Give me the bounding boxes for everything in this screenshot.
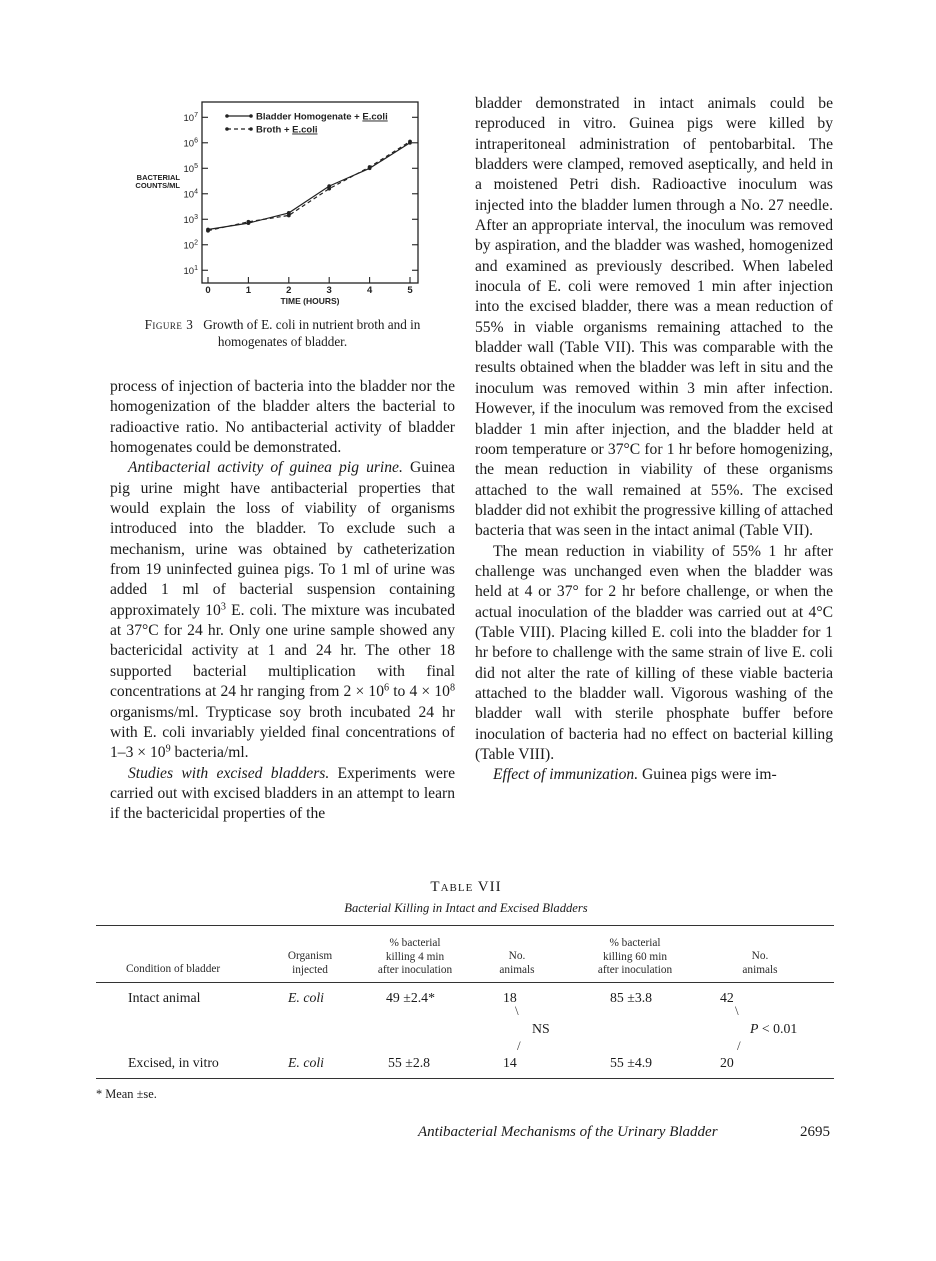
series-2-point-0 xyxy=(206,229,210,233)
y-tick-label-7: $10^7$ xyxy=(183,111,198,124)
header-animals-2: No. animals xyxy=(742,950,778,976)
comparison-1-slash-bottom: / xyxy=(517,1038,521,1053)
header-killing-4min: % bacterial killing 4 min after inoculation xyxy=(377,937,453,976)
y-axis-label-line2: COUNTS/ML xyxy=(135,181,180,190)
x-tick-label-5: 5 xyxy=(407,285,413,296)
series-2-point-4 xyxy=(368,165,372,169)
table-row-2-condition: Excised, in vitro xyxy=(128,1055,219,1070)
figure-caption xyxy=(110,316,455,350)
table-bottom-rule xyxy=(96,1078,834,1079)
series-line-1 xyxy=(208,143,410,230)
growth-figure xyxy=(120,96,440,311)
y-tick-label-6: $10^6$ xyxy=(183,137,198,150)
legend-marker-dashed-b xyxy=(249,127,253,131)
page-number: 2695 xyxy=(800,1124,830,1140)
series-layer xyxy=(206,140,412,233)
legend-marker-solid-a xyxy=(225,114,229,118)
x-axis-label: TIME (HOURS) xyxy=(280,296,340,306)
table-label: Table VII xyxy=(430,879,502,895)
right-paragraph-3: Effect of immunization. Guinea pigs were im- xyxy=(493,766,777,784)
comparison-1-slash-top: \ xyxy=(515,1003,519,1018)
x-tick-label-4: 4 xyxy=(366,285,373,296)
series-line-2 xyxy=(208,142,410,231)
y-tick-label-1: $10^1$ xyxy=(183,264,198,277)
left-paragraph-urine: Antibacterial activity of guinea pig urine. Guinea pig urine might have antibacterial properties that would explain the loss of viability of organisms introduced into the bladder. To exclude such a mechanism, urine was obtained by catheterization from 19 uninfected guinea pigs. To 1 ml of urine was added 1 ml of bacterial suspension containing approximately $10^3$ E. coli. The mixture was incubated at 37°C for 24 hr. Only one urine sample showed any bactericidal activity at 1 and 24 hr. The other 18 supported bacterial multiplication with final concentrations at 24 hr ranging from $2 \times 10^6$ to $4 \times 10^8$ organisms/ml. Trypticase soy broth incubated 24 hr with E. coli invariably yielded final concentrations of $1-3 \times 10^9$ bacteria/ml. xyxy=(110,459,455,762)
right-paragraph-1: bladder demonstrated in intact animals could be reproduced in vitro. Guinea pigs were killed by intraperitoneal administration of pentobarbital. The bladders were clamped, removed aseptically, and held in a moistened Petri dish. Radioactive inoculum was injected into the bladder lumen through a No. 27 needle. After an appropriate interval, the inoculum was removed by aspiration, and the bladder was washed, homogenized and examined as previously described. When labeled inocula of E. coli were removed 1 min after injection into the excised bladder, there was a mean reduction of 55% in viable organisms remaining attached to the bladder wall (Table VII). This was comparable with the results obtained when the bladder was left in situ and the inoculum was removed within 3 min after infection. However, if the inoculum was removed from the excised bladder 1 min after injection, and the bladder held at room temperature or 37°C for 1 hr before homogenizing, the mean reduction in viability of these organisms attached to the wall remained at 55%. The excised bladder did not exhibit the progressive killing of attached bacteria that was seen in the intact animal (Table VII). xyxy=(475,95,833,540)
table-subtitle: Bacterial Killing in Intact and Excised Bladders xyxy=(344,901,588,915)
header-condition: Condition of bladder xyxy=(126,963,221,975)
legend-marker-solid-b xyxy=(249,114,253,118)
series-2-point-2 xyxy=(287,214,291,218)
left-paragraph-1: process of injection of bacteria into the bladder nor the homogenization of the bladder alters the bacterial to radioactive ratio. No antibacterial activity of bladder homogenates could be demonstrated. xyxy=(110,378,455,457)
y-axis-label-line1: BACTERIAL xyxy=(136,173,180,182)
legend-label-2: Broth + E.coli xyxy=(256,124,318,136)
table-footnote: * Mean ±se. xyxy=(96,1087,157,1101)
comparison-2-slash-bottom: / xyxy=(737,1038,741,1053)
table-row-1-animals-2: 42 xyxy=(720,990,734,1005)
table-row-1-animals-1: 18 xyxy=(503,990,517,1005)
header-killing-60min: % bacterial killing 60 min after inoculation xyxy=(597,937,673,976)
y-tick-label-3: $10^3$ xyxy=(183,213,198,226)
header-animals-1: No. animals xyxy=(499,950,535,976)
legend-marker-dashed-a xyxy=(225,127,229,131)
table-header-rule xyxy=(96,982,834,983)
right-paragraph-2: The mean reduction in viability of 55% 1 hr after challenge was unchanged even when the bladder was held at 4 or 37° for 2 hr before challenge, or when the actual inoculation of the bladder was carried out at 4°C (Table VIII). Placing killed E. coli into the bladder for 1 hr before to challenge with the same strain of live E. coli did not alter the rate of killing of these viable bacteria attached to the bladder wall. Vigorous washing of the bladder wall with sterile phosphate buffer before inoculation of bacteria had no effect on bacterial killing (Table VIII). xyxy=(475,542,833,763)
immunization-heading: Effect of immunization. xyxy=(493,766,639,784)
series-2-point-1 xyxy=(247,220,251,224)
y-tick-label-5: $10^5$ xyxy=(183,162,198,175)
comparison-1-result: NS xyxy=(532,1021,550,1036)
table-row-1-killing-60min: 85 ±3.8 xyxy=(610,990,653,1005)
x-axis-ticks xyxy=(205,277,413,296)
series-2-point-5 xyxy=(408,140,412,144)
table-row-1-killing-4min: 49 ±2.4* xyxy=(386,990,435,1005)
y-axis-ticks xyxy=(184,112,418,277)
table-row-2-animals-1: 14 xyxy=(503,1055,517,1070)
legend-label-1: Bladder Homogenate + E.coli xyxy=(256,111,388,123)
series-2-point-3 xyxy=(327,187,331,191)
figure-caption-label: Figure 3 xyxy=(144,317,194,332)
table-row-1-condition: Intact animal xyxy=(128,990,201,1005)
left-column xyxy=(110,377,455,825)
running-title: Antibacterial Mechanisms of the Urinary Bladder xyxy=(418,1124,718,1140)
urine-heading: Antibacterial activity of guinea pig urine. xyxy=(128,459,403,477)
y-tick-label-2: $10^2$ xyxy=(183,239,198,252)
excised-heading: Studies with excised bladders. xyxy=(128,764,330,782)
table-top-rule xyxy=(96,925,834,926)
table-row-2-killing-4min: 55 ±2.8 xyxy=(388,1055,431,1070)
growth-chart xyxy=(120,96,440,311)
x-tick-label-0: 0 xyxy=(205,285,211,296)
comparison-2-result: P < 0.01 xyxy=(750,1021,798,1036)
x-tick-label-3: 3 xyxy=(326,285,332,296)
chart-legend xyxy=(225,112,388,136)
y-tick-label-4: $10^4$ xyxy=(183,188,198,201)
table-row-1-organism: E. coli xyxy=(288,990,325,1005)
table-row-2-killing-60min: 55 ±4.9 xyxy=(610,1055,653,1070)
x-tick-label-1: 1 xyxy=(245,285,252,296)
comparison-2-slash-top: \ xyxy=(735,1003,739,1018)
figure-caption-text: Growth of E. coli in nutrient broth and in homogenates of bladder. xyxy=(203,317,421,349)
table-row-2-animals-2: 20 xyxy=(720,1055,734,1070)
table-row-2-organism: E. coli xyxy=(288,1055,325,1070)
left-paragraph-excised: Studies with excised bladders. Experiments were carried out with excised bladders in an attempt to learn if the bactericidal properties of the xyxy=(110,764,455,823)
right-column xyxy=(475,94,833,786)
x-tick-label-2: 2 xyxy=(286,285,292,296)
header-organism: Organism injected xyxy=(287,950,333,976)
